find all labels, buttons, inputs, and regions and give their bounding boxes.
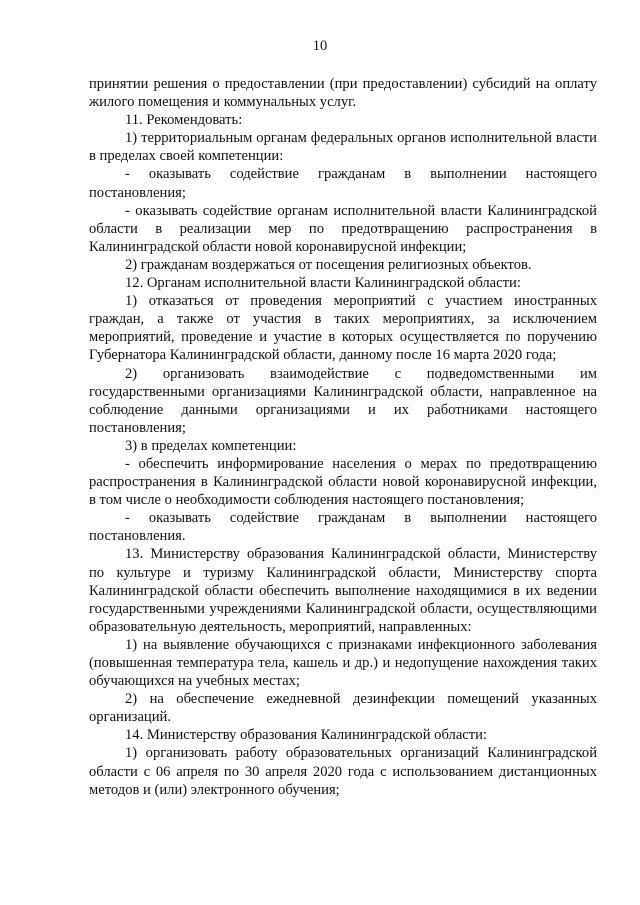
paragraph: - оказывать содействие органам исполнительной власти Калининградской области в реализации мер по предотвращению распространения в Калининградской области новой коронавирусной инфекции; xyxy=(89,202,597,255)
paragraph: 11. Рекомендовать: xyxy=(125,112,243,129)
paragraph: 1) отказаться от проведения мероприятий с участием иностранных граждан, а также от участия в таких мероприятиях, за исключением мероприятий, проведение и участие в которых осуществляется по поручению Губернатора Калининградской области, данному после 16 марта 2020 года; xyxy=(89,293,597,364)
paragraph: 1) организовать работу образовательных организаций Калининградской области с 06 апреля по 30 апреля 2020 года с использованием дистанционных методов и (или) электронного обучения; xyxy=(89,745,597,798)
paragraph: 13. Министерству образования Калининградской области, Министерству по культуре и туризму Калининградской области, Министерству спорта Калининградской области обеспечить выполнение находящимися в их ведении государственными учреждениями Калининградской области, осуществляющими образовательную деятельность, мероприятий, направленных: xyxy=(89,546,597,635)
paragraph: 12. Органам исполнительной власти Калининградской области: xyxy=(125,275,521,292)
paragraph: 2) на обеспечение ежедневной дезинфекции помещений указанных организаций. xyxy=(89,691,597,726)
paragraph: 2) гражданам воздержаться от посещения религиозных объектов. xyxy=(125,256,532,273)
paragraph: 1) на выявление обучающихся с признаками инфекционного заболевания (повышенная температура тела, кашель и др.) и недопущение нахождения таких обучающихся на учебных местах; xyxy=(89,636,597,690)
paragraph: 3) в пределах компетенции: xyxy=(125,437,297,454)
paragraph: - оказывать содействие гражданам в выполнении настоящего постановления; xyxy=(89,166,597,201)
document-body xyxy=(89,75,597,799)
paragraph: 14. Министерству образования Калининградской области: xyxy=(125,727,488,744)
paragraph: принятии решения о предоставлении (при предоставлении) субсидий на оплату жилого помещения и коммунальных услуг. xyxy=(89,76,597,111)
paragraph: - оказывать содействие гражданам в выполнении настоящего постановления. xyxy=(89,510,597,545)
paragraph: 2) организовать взаимодействие с подведомственными им государственными организациями Калининградской области, направленное на соблюдение данными организациями и их работниками настоящего постановления; xyxy=(89,365,597,436)
paragraph: - обеспечить информирование населения о мерах по предотвращению распространения в Калининградской области новой коронавирусной инфекции, в том числе о необходимости соблюдения настоящего постановления; xyxy=(89,455,597,509)
page-number: 10 xyxy=(312,38,328,54)
paragraph: 1) территориальным органам федеральных органов исполнительной власти в пределах своей компетенции: xyxy=(89,130,597,165)
